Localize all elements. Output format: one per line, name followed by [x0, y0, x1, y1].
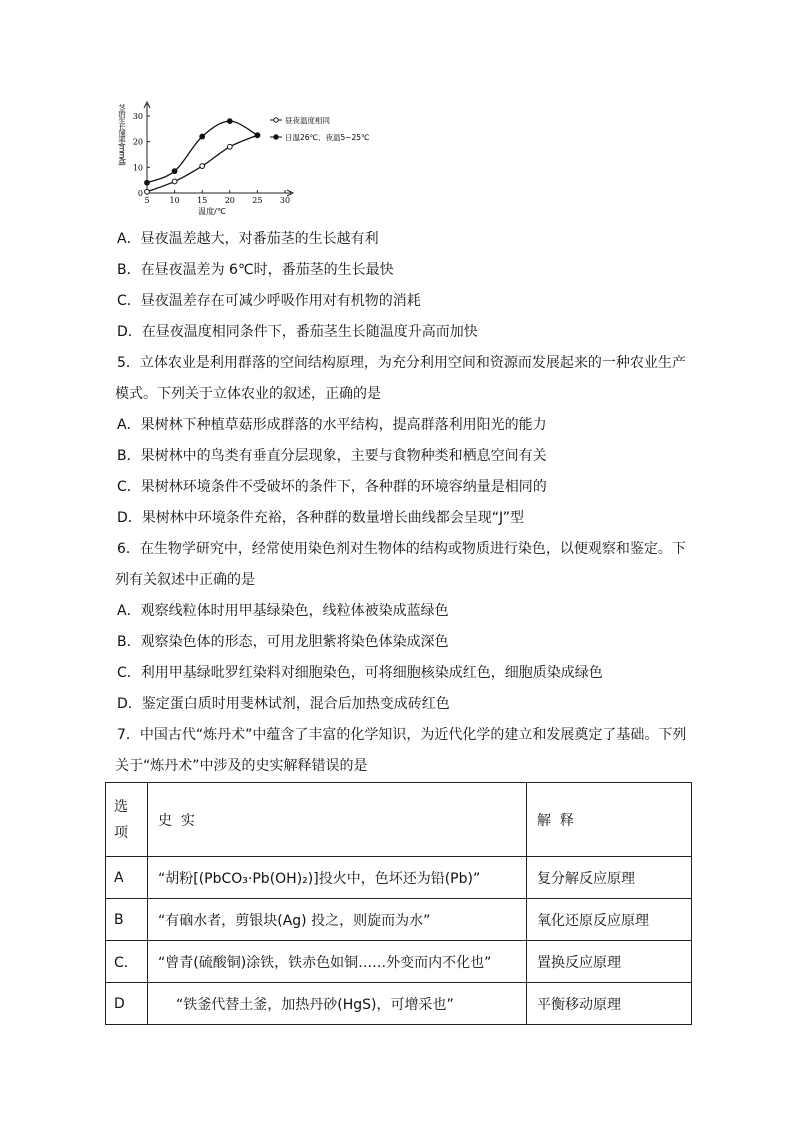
- y-tick-label: 10: [132, 163, 143, 173]
- q6-option-b: B．观察染色体的形态，可用龙胆紫将染色体染成深色: [117, 634, 449, 650]
- series-line: [147, 121, 257, 183]
- q6-option-a: A．观察线粒体时用甲基绿染色，线粒体被染成蓝绿色: [117, 603, 449, 619]
- data-point: [200, 164, 205, 169]
- q6-stem-line2: 列有关叙述中正确的是: [115, 572, 255, 588]
- chart-svg: [100, 96, 400, 218]
- table-header-row: [106, 783, 692, 857]
- row-explain-cell: 复分解反应原理: [527, 857, 692, 899]
- x-axis-label: 温度/℃: [198, 207, 226, 216]
- q5-option-b: B．果树林中的鸟类有垂直分层现象，主要与食物种类和栖息空间有关: [117, 448, 547, 464]
- q5-option-c: C．果树林环境条件不受破坏的条件下，各种群的环境容纳量是相同的: [117, 479, 547, 495]
- legend-label: 日温26℃、夜温5~25℃: [285, 133, 370, 142]
- data-point: [172, 169, 177, 174]
- data-point: [145, 180, 150, 185]
- q7-table: [105, 782, 692, 1025]
- q6-option-c: C．利用甲基绿吡罗红染料对细胞染色，可将细胞核染成红色，细胞质染成绿色: [117, 665, 603, 681]
- row-fact-cell: “胡粉[(PbCO₃·Pb(OH)₂)]投火中，色坏还为铅(Pb)”: [148, 857, 527, 899]
- x-tick-label: 5: [144, 196, 150, 205]
- y-tick-label: 30: [132, 112, 143, 121]
- row-option-cell: C．: [106, 941, 148, 983]
- y-axis-label: 茎的生长速率(mm/d): [117, 104, 127, 165]
- row-option-cell: D: [106, 983, 148, 1025]
- q4-option-b: B．在昼夜温差为 6℃时，番茄茎的生长最快: [117, 262, 394, 278]
- legend-label: 昼夜温度相同: [285, 116, 330, 125]
- header-option-line1: 选: [114, 798, 128, 815]
- row-fact-cell: “有硇水者，剪银块(Ag) 投之，则旋而为水”: [148, 899, 527, 941]
- y-tick-label: 0: [137, 189, 143, 198]
- data-point: [200, 134, 205, 139]
- x-tick-label: 15: [197, 196, 208, 205]
- q6-option-d: D．鉴定蛋白质时用斐林试剂，混合后加热变成砖红色: [117, 696, 450, 712]
- data-point: [227, 119, 232, 124]
- header-option-line2: 项: [114, 824, 128, 841]
- table-row: [106, 983, 692, 1025]
- q7-stem-line1: 7．中国古代“炼丹术”中蕴含了丰富的化学知识，为近代化学的建立和发展奠定了基础。下列: [117, 727, 687, 743]
- table-row: [106, 941, 692, 983]
- row-option-cell: A: [106, 857, 148, 899]
- table-row: [106, 899, 692, 941]
- x-tick-label: 10: [169, 196, 180, 205]
- header-option-cell: [106, 783, 148, 857]
- q7-stem-line2: 关于“炼丹术”中涉及的史实解释错误的是: [115, 758, 368, 774]
- row-explain-cell: 平衡移动原理: [527, 983, 692, 1025]
- legend-marker: [274, 118, 278, 122]
- row-explain-cell: 氧化还原反应原理: [527, 899, 692, 941]
- q4-option-a: A．昼夜温差越大，对番茄茎的生长越有利: [117, 231, 379, 247]
- x-tick-label: 25: [252, 196, 263, 205]
- q4-option-c: C．昼夜温差存在可减少呼吸作用对有机物的消耗: [117, 293, 421, 309]
- growth-rate-chart: [100, 96, 400, 218]
- x-tick-label: 30: [279, 196, 291, 205]
- header-explain-cell: 解 释: [527, 783, 692, 857]
- row-fact-cell: “曾青(硫酸铜)涂铁，铁赤色如铜……外变而内不化也”: [148, 941, 527, 983]
- q5-stem-line1: 5．立体农业是利用群落的空间结构原理，为充分利用空间和资源而发展起来的一种农业生产: [117, 355, 686, 371]
- legend-marker: [274, 135, 278, 139]
- row-option-cell: B: [106, 899, 148, 941]
- header-fact-cell: 史 实: [148, 783, 527, 857]
- q5-option-d: D．果树林中环境条件充裕，各种群的数量增长曲线都会呈现“J”型: [117, 510, 524, 526]
- q4-option-d: D．在昼夜温度相同条件下，番茄茎生长随温度升高而加快: [117, 324, 478, 340]
- x-tick-label: 20: [224, 196, 235, 205]
- data-point: [172, 179, 177, 184]
- q5-stem-line2: 模式。下列关于立体农业的叙述，正确的是: [115, 386, 381, 402]
- data-point: [145, 189, 150, 194]
- row-fact-cell: “铁釜代替土釜，加热丹砂(HgS)，可增采也”: [148, 983, 527, 1025]
- q5-option-a: A．果树林下种植草菇形成群落的水平结构，提高群落利用阳光的能力: [117, 417, 547, 433]
- data-point: [255, 133, 260, 138]
- table-row: [106, 857, 692, 899]
- row-explain-cell: 置换反应原理: [527, 941, 692, 983]
- data-point: [227, 144, 232, 149]
- q6-stem-line1: 6．在生物学研究中，经常使用染色剂对生物体的结构或物质进行染色，以便观察和鉴定。下: [117, 541, 686, 557]
- y-tick-label: 20: [132, 137, 143, 147]
